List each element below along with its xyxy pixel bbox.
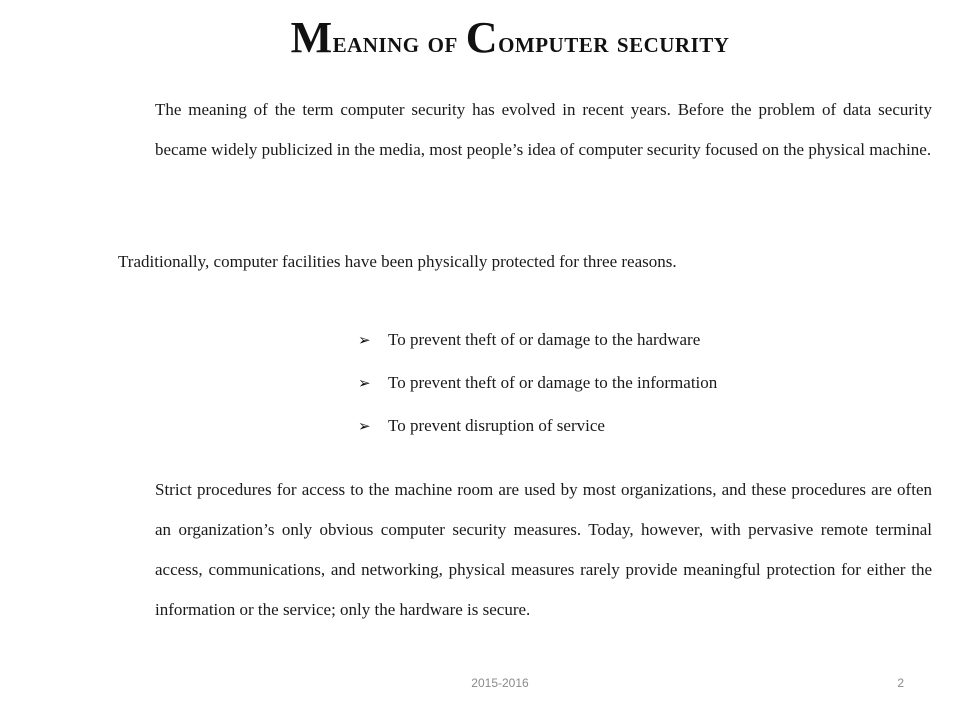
title-part: C <box>465 13 499 62</box>
arrowhead-bullet-icon: ➢ <box>358 373 371 392</box>
arrowhead-bullet-icon: ➢ <box>358 330 371 349</box>
arrowhead-bullet-icon: ➢ <box>358 416 371 435</box>
list-item <box>358 404 717 447</box>
title-part: omputer security <box>498 26 730 59</box>
list-item-text: To prevent disruption of service <box>388 415 605 435</box>
list-item-text: To prevent theft of or damage to the hardware <box>388 329 701 349</box>
slide-number: 2 <box>897 676 904 690</box>
title-part: eaning of <box>332 26 466 59</box>
list-item <box>358 361 717 404</box>
intro-paragraph: The meaning of the term computer security has evolved in recent years. Before the problem of data security became widely publicized in the media, most people’s idea of computer security focused on the physical machine. <box>155 100 932 159</box>
list-item-text: To prevent theft of or damage to the information <box>388 372 718 392</box>
reasons-list <box>358 318 717 447</box>
procedures-paragraph: Strict procedures for access to the machine room are used by most organizations, and these procedures are often an organization’s only obvious computer security measures. Today, however, with pervasive remote terminal access, communications, and networking, physical measures rarely provide meaningful protection for either the information or the service; only the hardware is secure. <box>155 480 932 619</box>
title-part: M <box>290 13 333 62</box>
slide-title <box>0 12 960 63</box>
footer-date: 2015-2016 <box>471 676 529 690</box>
reasons-paragraph: Traditionally, computer facilities have been physically protected for three reasons. <box>118 252 677 271</box>
list-item <box>358 318 717 361</box>
